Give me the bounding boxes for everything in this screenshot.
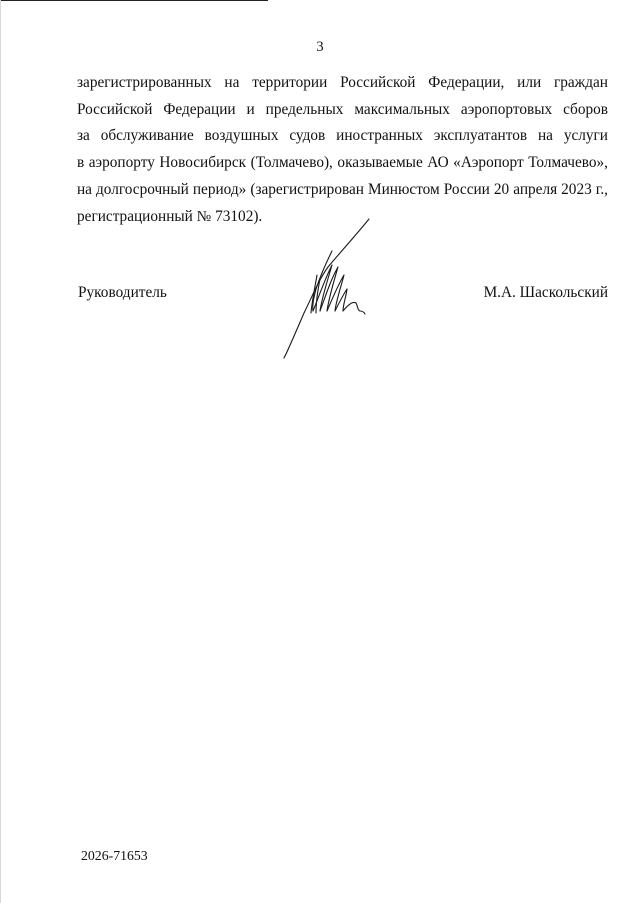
body-line: Российской Федерации и предельных максимальных аэропортовых сборов	[77, 100, 608, 118]
body-line: в аэропорту Новосибирск (Толмачево), оказываемые АО «Аэропорт Толмачево»,	[77, 154, 608, 172]
body-line: зарегистрированных на территории Российской Федерации, или граждан	[77, 74, 608, 91]
body-line: на долгосрочный период» (зарегистрирован Минюстом России 20 апреля 2023 г.,	[77, 180, 608, 198]
scan-left-edge	[0, 0, 1, 903]
document-code: 2026-71653	[81, 848, 148, 863]
scan-top-edge	[0, 0, 268, 1]
body-line: за обслуживание воздушных судов иностранных эксплуатантов на услуги	[77, 127, 608, 145]
handwritten-signature	[276, 215, 376, 360]
signatory-name: М.А. Шаскольский	[483, 284, 608, 301]
page-number: 3	[316, 39, 324, 55]
signatory-role: Руководитель	[78, 284, 167, 301]
body-line: регистрационный № 73102).	[77, 207, 263, 225]
body-paragraph	[77, 70, 608, 230]
